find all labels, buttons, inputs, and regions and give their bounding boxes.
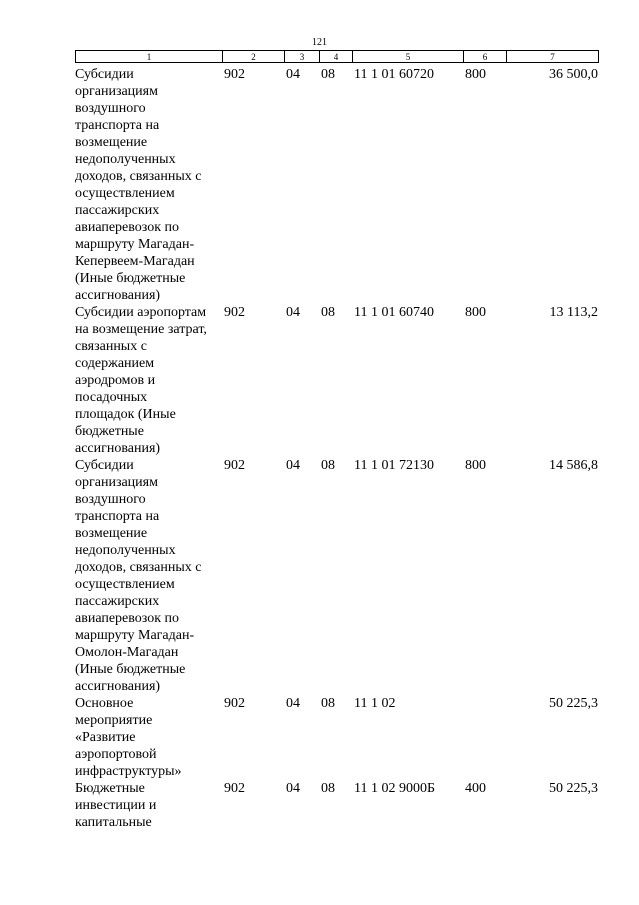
table-row: [75, 457, 598, 695]
table-row: [75, 695, 598, 780]
page-number: 121: [312, 37, 327, 48]
column-header-1: 1: [76, 51, 223, 63]
row-name: Субсидии организациям воздушного транспорта на возмещение недополученных доходов, связанных с осуществлением пассажирских авиаперевозок по маршруту Магадан- Кепервеем-Магадан (Иные бюджетные ассигнования): [75, 67, 202, 303]
row-target-article: 11 1 02: [354, 696, 396, 711]
row-section: 04: [286, 781, 300, 796]
row-name: Основное мероприятие «Развитие аэропортовой инфраструктуры»: [75, 696, 182, 779]
row-target-article: 11 1 01 72130: [354, 458, 434, 473]
table-row: [75, 780, 598, 831]
row-section: 04: [286, 67, 300, 82]
row-subsection: 08: [321, 458, 335, 473]
column-header-5: 5: [353, 51, 464, 63]
row-subsection: 08: [321, 67, 335, 82]
row-section: 04: [286, 458, 300, 473]
row-target-article: 11 1 01 60740: [354, 305, 434, 320]
row-name: Бюджетные инвестиции и капитальные: [75, 781, 157, 830]
row-name: Субсидии аэропортам на возмещение затрат, связанных с содержанием аэродромов и посадочных площадок (Иные бюджетные ассигнования): [75, 305, 207, 456]
column-header-3: 3: [285, 51, 320, 63]
row-code: 902: [224, 305, 245, 320]
row-target-article: 11 1 02 9000Б: [354, 781, 436, 796]
column-header-6: 6: [464, 51, 507, 63]
column-header-4: 4: [320, 51, 353, 63]
table-body: [75, 66, 598, 831]
row-subsection: 08: [321, 696, 335, 711]
row-amount: 50 225,3: [549, 781, 598, 796]
row-amount: 50 225,3: [549, 696, 598, 711]
row-amount: 14 586,8: [549, 458, 598, 473]
table-row: [75, 304, 598, 457]
row-code: 902: [224, 781, 245, 796]
row-code: 902: [224, 458, 245, 473]
row-target-article: 11 1 01 60720: [354, 67, 434, 82]
column-header-row: [76, 51, 599, 63]
row-amount: 36 500,0: [549, 67, 598, 82]
table-row: [75, 66, 598, 304]
row-code: 902: [224, 67, 245, 82]
row-expense-type: 400: [465, 781, 486, 796]
row-expense-type: 800: [465, 67, 486, 82]
row-section: 04: [286, 696, 300, 711]
row-expense-type: 800: [465, 458, 486, 473]
row-subsection: 08: [321, 305, 335, 320]
row-name: Субсидии организациям воздушного транспорта на возмещение недополученных доходов, связанных с осуществлением пассажирских авиаперевозок по маршруту Магадан- Омолон-Магадан (Иные бюджетные ассигнования): [75, 458, 202, 694]
column-header-table: [75, 50, 599, 63]
column-header-7: 7: [507, 51, 599, 63]
row-section: 04: [286, 305, 300, 320]
column-header-2: 2: [223, 51, 285, 63]
row-amount: 13 113,2: [549, 305, 598, 320]
row-code: 902: [224, 696, 245, 711]
row-expense-type: 800: [465, 305, 486, 320]
row-subsection: 08: [321, 781, 335, 796]
